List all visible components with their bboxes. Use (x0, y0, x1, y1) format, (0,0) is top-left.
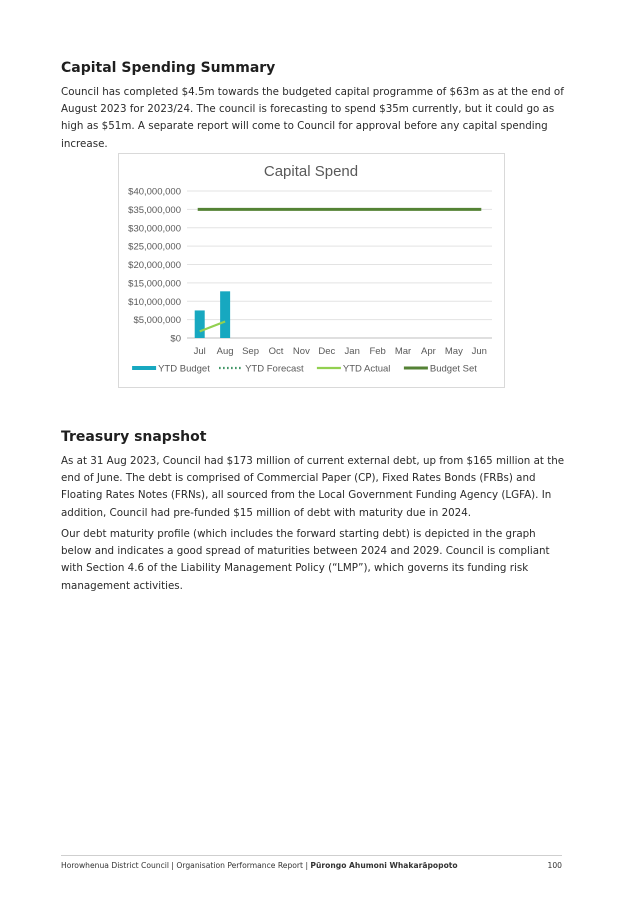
treasury-paragraph-1: As at 31 Aug 2023, Council had $173 million of current external debt, up from $165 million at the end of June. The debt is comprised of Commercial Paper (CP), Fixed Rates Bonds (FRBs) and Floating Rates Notes (FRNs), all sourced from the Local Government Funding Agency (LGFA). In addition, Council had pre-funded $15 million of debt with maturity due in 2024. (61, 455, 565, 519)
x-tick-label: Mar (394, 346, 412, 357)
y-tick-label: $35,000,000 (128, 204, 181, 216)
capital-spending-heading: Capital Spending Summary (61, 60, 276, 76)
legend-ytd-budget-swatch (132, 366, 156, 370)
y-tick-label: $40,000,000 (128, 186, 181, 198)
y-tick-label: $25,000,000 (128, 241, 181, 253)
x-tick-label: Aug (216, 346, 234, 357)
bar-ytd-budget (220, 291, 230, 338)
x-tick-label: May (444, 346, 463, 357)
footer-divider (61, 855, 562, 856)
x-tick-label: Nov (292, 346, 310, 357)
legend-ytd-budget-label: YTD Budget (158, 363, 210, 375)
footer-text (61, 861, 458, 870)
treasury-heading: Treasury snapshot (61, 429, 207, 445)
y-tick-label: $0 (170, 333, 181, 345)
x-tick-label: Dec (318, 346, 336, 357)
page-number: 100 (547, 861, 562, 870)
capital-spending-paragraph: Council has completed $4.5m towards the budgeted capital programme of $63m as at the end of August 2023 for 2023/24. The council is forecasting to spend $35m currently, but it could go as high as $51m. A separate report will come to Council for approval before any capital spending increase. (61, 86, 564, 150)
capital-spend-chart-svg (119, 154, 504, 387)
x-tick-label: Jul (193, 346, 206, 357)
y-tick-label: $20,000,000 (128, 260, 181, 271)
x-tick-label: Oct (268, 346, 284, 357)
capital-spend-chart (118, 153, 505, 388)
y-tick-label: $30,000,000 (128, 223, 181, 235)
x-tick-label: Feb (369, 346, 386, 357)
legend-budget-set-label: Budget Set (429, 363, 477, 375)
y-tick-label: $10,000,000 (128, 296, 181, 308)
footer-org: Horowhenua District Council | Organisation Performance Report | (61, 861, 311, 870)
y-tick-label: $15,000,000 (128, 278, 181, 290)
x-tick-label: Jan (344, 346, 360, 357)
x-tick-label: Jun (471, 346, 487, 357)
x-tick-label: Sep (242, 346, 259, 357)
y-tick-label: $5,000,000 (133, 315, 181, 327)
treasury-paragraph-2: Our debt maturity profile (which includes the forward starting debt) is depicted in the graph below and indicates a good spread of maturities between 2024 and 2029. Council is compliant with Section 4.6 of the Liability Management Policy (“LMP”), which governs its funding risk management activities. (61, 528, 550, 592)
legend-ytd-actual-label: YTD Actual (342, 363, 391, 375)
legend-ytd-forecast-label: YTD Forecast (245, 363, 304, 375)
chart-title: Capital Spend (263, 163, 359, 180)
footer-maori-title: Pūrongo Ahumoni Whakarāpopoto (310, 861, 458, 870)
bar-ytd-budget (195, 310, 205, 338)
x-tick-label: Apr (421, 346, 436, 357)
